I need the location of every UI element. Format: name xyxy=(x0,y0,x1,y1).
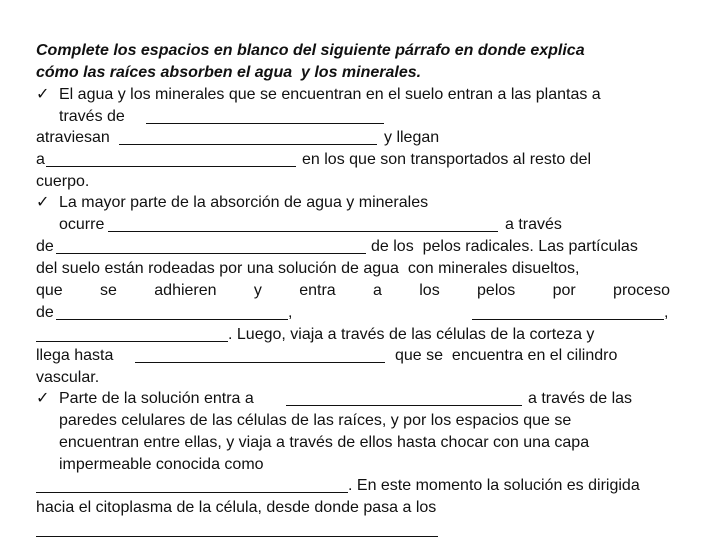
bullet3-line-3: encuentran entre ellas, y viaja a través de ellos hasta chocar con una capa xyxy=(59,434,590,451)
bullet2-line-1: La mayor parte de la absorción de agua y minerales xyxy=(59,194,429,211)
bullet2-line-8a: llega hasta xyxy=(36,347,114,364)
heading-line-2: cómo las raíces absorben el agua y los minerales. xyxy=(36,64,422,81)
word: a xyxy=(373,282,382,299)
word: por xyxy=(552,282,576,299)
bullet1-line-3a: atraviesan xyxy=(36,129,110,146)
blank-12[interactable] xyxy=(36,536,438,537)
word: pelos xyxy=(477,282,516,299)
bullet2-line-2a: ocurre xyxy=(59,216,105,233)
bullet2-line-5 xyxy=(36,280,670,301)
bullet1-line-2: través de xyxy=(59,108,125,125)
bullet1-line-4a: a xyxy=(36,151,45,168)
bullet1-line-4b: en los que son transportados al resto del xyxy=(302,151,592,168)
word: entra xyxy=(299,282,336,299)
blank-5[interactable] xyxy=(56,253,366,254)
bullet3-line-1a: Parte de la solución entra a xyxy=(59,390,254,407)
bullet2-line-2b: a través xyxy=(505,216,562,233)
bullet2-line-6a: de xyxy=(36,304,54,321)
blank-4[interactable] xyxy=(108,231,498,232)
word: y xyxy=(253,282,262,299)
word: se xyxy=(100,282,117,299)
bullet2-line-7: . Luego, viaja a través de las células de la corteza y xyxy=(228,326,595,343)
bullet2-line-6b: , xyxy=(288,304,293,321)
bullet3-line-2: paredes celulares de las células de las raíces, y por los espacios que se xyxy=(59,412,572,429)
word: que xyxy=(36,282,63,299)
bullet2-line-3b: de los pelos radicales. Las partículas xyxy=(371,238,638,255)
word: los xyxy=(419,282,440,299)
blank-6[interactable] xyxy=(56,319,288,320)
bullet1-line-5: cuerpo. xyxy=(36,173,90,190)
bullet3-line-6: hacia el citoplasma de la célula, desde donde pasa a los xyxy=(36,499,437,516)
bullet3-line-5: . En este momento la solución es dirigida xyxy=(348,477,640,494)
bullet2-line-8b: que se encuentra en el cilindro xyxy=(395,347,618,364)
word: proceso xyxy=(613,282,670,299)
blank-7[interactable] xyxy=(472,319,664,320)
heading-line-1: Complete los espacios en blanco del siguiente párrafo en donde explica xyxy=(36,42,585,59)
blank-1[interactable] xyxy=(146,123,384,124)
bullet2-line-4: del suelo están rodeadas por una solución de agua con minerales disueltos, xyxy=(36,260,580,277)
bullet3-line-4: impermeable conocida como xyxy=(59,456,264,473)
bullet1-line-1: El agua y los minerales que se encuentran en el suelo entran a las plantas a xyxy=(59,86,601,103)
bullet2-line-3a: de xyxy=(36,238,54,255)
bullet3-line-1b: a través de las xyxy=(528,390,633,407)
blank-8[interactable] xyxy=(36,341,228,342)
bullet2-line-9: vascular. xyxy=(36,369,100,386)
bullet2-line-6c: , xyxy=(664,304,669,321)
bullet1-line-3b: y llegan xyxy=(384,129,440,146)
word: adhieren xyxy=(154,282,217,299)
check-mark-icon: ✓ xyxy=(36,194,50,211)
blank-11[interactable] xyxy=(36,492,348,493)
blank-2[interactable] xyxy=(119,144,377,145)
blank-9[interactable] xyxy=(135,362,385,363)
blank-10[interactable] xyxy=(286,405,522,406)
blank-3[interactable] xyxy=(46,166,296,167)
check-mark-icon: ✓ xyxy=(36,390,50,407)
check-mark-icon: ✓ xyxy=(36,86,50,103)
